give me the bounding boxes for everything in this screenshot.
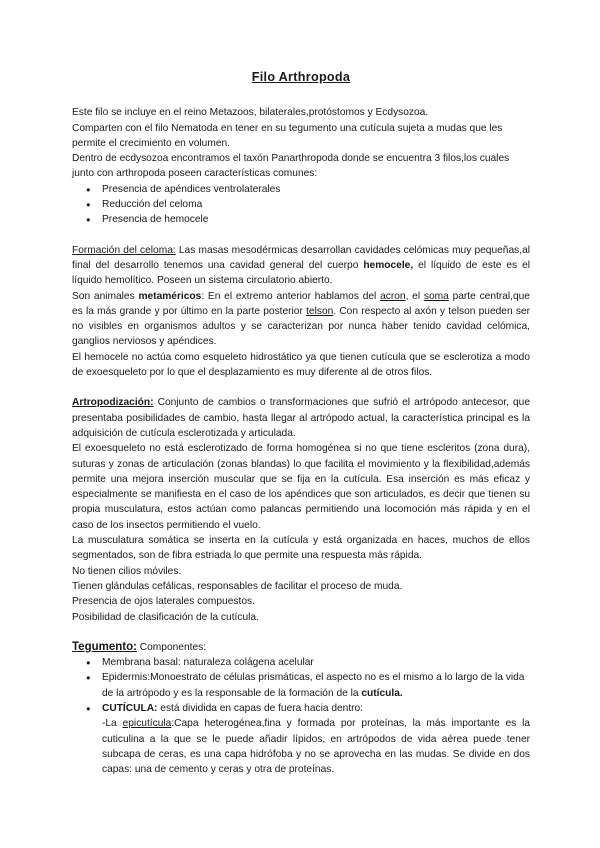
hemocele-term: hemocele,: [363, 259, 414, 271]
artropodizacion-heading: Artropodización:: [72, 397, 154, 409]
epicuticula-paragraph: -La epicutícula:Capa heterogénea,fina y formada por proteínas, la más importante es la cuticulina a la que se le puede añadir lípidos, en artrópodos de vida aérea puede tener subcapa de ceras, es una capa hidrófoba y no se aprovecha en las mudas. Se divide en dos capas: una de cemento y ceras y otra de proteínas.: [102, 718, 531, 776]
metamericos-term: metaméricos: [138, 290, 202, 302]
document-page: [72, 70, 530, 777]
intro-paragraph-3: Dentro de ecdysozoa encontramos el taxón Panarthropoda donde se encuentra 3 filos,los cuales junto con arthropoda poseen características comunes:: [72, 153, 510, 180]
artropodizacion-paragraph-6: Presencia de ojos laterales compuestos.: [72, 596, 255, 608]
celoma-paragraph-1: Formación del celoma: Las masas mesodérmicas desarrollan cavidades celómicas muy pequeñas,al final del desarrollo tenemos una cavidad general del cuerpo hemocele, el líquido de este es el líquido hemolítico. Poseen un sistema circulatorio abierto.: [72, 244, 530, 287]
celoma-paragraph-3: El hemocele no actúa como esqueleto hidrostático ya que tienen cutícula que se esclerotiza a modo de exoesqueleto por lo que el desplazamiento es muy diferente al de otros filos.: [72, 351, 530, 379]
intro-paragraph-2: Comparten con el filo Nematoda en tener en su tegumento una cutícula sujeta a mudas que les permite el crecimiento en volumen.: [72, 122, 503, 149]
soma-term: soma: [423, 290, 449, 302]
intro-paragraph-1: Este filo se incluye en el reino Metazoos, bilaterales,protóstomos y Ecdysozoa.: [72, 107, 429, 119]
artropodizacion-paragraph-7: Posibilidad de clasificación de la cutícula.: [72, 611, 259, 623]
cuticula-heading: CUTÍCULA:: [102, 702, 158, 714]
tegumento-heading: Tegumento:: [72, 640, 137, 653]
artropodizacion-paragraph-3: La musculatura somática se inserta en la cutícula y está organizada en haces, muchos de ellos segmentados, son de fibra estriada lo que permite una respuesta más rápida.: [72, 535, 530, 562]
artropodizacion-paragraph-2: El exoesqueleto no está esclerotizado de forma homogénea si no que tiene escleritos (zona dura), suturas y zonas de articulación (zonas blandas) lo que facilita el movimiento y la flexibilidad,además permite una mejora inserción muscular que se fija en la cutícula. Esa inserción es más eficaz y especialmente se manifiesta en el caso de los apéndices que son articulados, es decir que tienen su propia musculatura, estos actúan como palancas permitiendo una locomoción más rápida y en el caso de los insectos permitiendo el vuelo.: [72, 443, 530, 531]
list-item: ● Membrana basal: naturaleza colágena acelular: [102, 655, 530, 670]
tegumento-title-line: Tegumento: Componentes:: [72, 640, 207, 653]
artropodizacion-paragraph-4: No tienen cilios móviles.: [72, 565, 182, 577]
artropodizacion-paragraph-1: Artropodización: Conjunto de cambios o transformaciones que sufrió el artrópodo antecesor, que presentaba posibilidades de cambio, hasta llegar al artrópodo actual, la característica principal es la adquisición de cutícula esclerotizada y articulada.: [72, 397, 530, 439]
list-item: ● Epidermis:Monoestrato de células prismáticas, el aspecto no es el mismo a lo largo de la vida de la artrópodo y es la responsable de la formación de la cutícula.: [102, 670, 530, 701]
page-title: Filo Arthropoda: [251, 70, 351, 84]
tegumento-bullet-list: [72, 655, 530, 716]
celoma-heading: Formación del celoma:: [72, 244, 176, 256]
celoma-paragraph-2: Son animales metaméricos: En el extremo anterior hablamos del acron, el soma parte central,que es la más grande y por último en la parte posterior telson. Con respecto al axón y telson pueden ser no visibles en organismos adultos y se caracterizan por nunca haber tenido cavidad celómica, ganglios nerviosos y apéndices.: [72, 290, 531, 348]
epicuticula-term: epicutícula: [122, 718, 172, 730]
cuticula-term: cutícula.: [361, 687, 403, 699]
telson-term: telson: [306, 305, 334, 317]
list-item: ● Presencia de apéndices ventrolaterales: [102, 182, 530, 197]
list-item: ● CUTÍCULA: está dividida en capas de fuera hacia dentro:: [102, 701, 530, 716]
intro-bullet-list: [72, 182, 530, 228]
artropodizacion-paragraph-5: Tienen glándulas cefálicas, responsables de facilitar el proceso de muda.: [72, 580, 403, 592]
list-item: ● Reducción del celoma: [102, 197, 530, 212]
acron-term: acron: [380, 290, 406, 302]
list-item: ● Presencia de hemocele: [102, 212, 530, 227]
